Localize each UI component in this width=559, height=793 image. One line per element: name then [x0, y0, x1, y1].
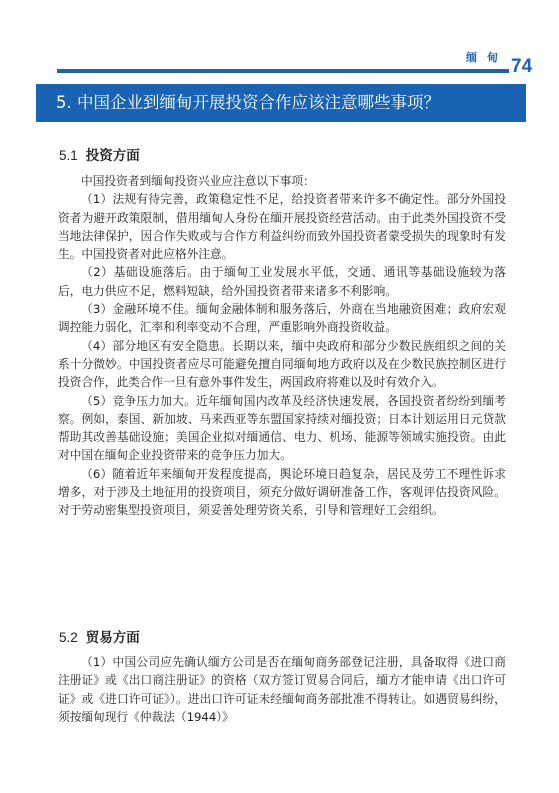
chapter-title: 5. 中国企业到缅甸开展投资合作应该注意哪些事项？: [56, 93, 440, 112]
paragraph: （2）基础设施落后。由于缅甸工业发展水平低，交通、通讯等基础设施较为落后，电力供应不足，燃料短缺，给外国投资者带来诸多不利影响。: [58, 265, 506, 298]
section-number: 5.1: [59, 148, 78, 163]
section-body-investment: [58, 172, 506, 520]
section-number: 5.2: [59, 630, 78, 645]
section-heading-investment: [59, 144, 140, 164]
paragraph: （3）金融环境不佳。缅甸金融体制和服务落后，外商在当地融资困难；政府宏观调控能力弱化，汇率和利率变动不合理，严重影响外商投资收益。: [58, 302, 506, 335]
paragraph: 中国投资者到缅甸投资兴业应注意以下事项：: [81, 174, 315, 188]
section-body-trade: [58, 653, 506, 726]
header-rule: [57, 69, 509, 73]
paragraph: （1）中国公司应先确认缅方公司是否在缅甸商务部登记注册，具备取得《进口商注册证》或《出口商注册证》的资格（双方签订贸易合同后，缅方才能申请《出口许可证》或《进口许可证》）。进出口许可证未经缅甸商务部批准不得转让。如遇贸易纠纷，须按缅甸现行《仲裁法（1944）》: [58, 655, 506, 724]
section-heading-trade: [59, 626, 140, 646]
paragraph: （5）竞争压力加大。近年缅甸国内改革及经济快速发展，各国投资者纷纷到缅考察。例如，泰国、新加坡、马来西亚等东盟国家持续对缅投资；日本计划运用日元贷款帮助其改善基础设施；美国企业拟对缅通信、电力、机场、能源等领域实施投资。由此对中国在缅甸企业投资带来的竞争压力加大。: [58, 393, 506, 463]
page-number: 74: [511, 56, 533, 77]
paragraph: （4）部分地区有安全隐患。长期以来，缅中央政府和部分少数民族组织之间的关系十分微妙。中国投资者应尽可能避免擅自同缅甸地方政府以及在少数民族控制区进行投资合作，此类合作一旦有意外事件发生，两国政府将难以及时有效介入。: [58, 338, 506, 390]
country-label: 缅甸: [466, 51, 508, 64]
section-title: 投资方面: [85, 148, 140, 164]
chapter-title-band: [36, 84, 526, 122]
paragraph: （6）随着近年来缅甸开发程度提高，舆论环境日趋复杂，居民及劳工不理性诉求增多，对于涉及土地征用的投资项目，须充分做好调研准备工作，客观评估投资风险。对于劳动密集型投资项目，须妥善处理劳资关系，引导和管理好工会组织。: [58, 466, 506, 518]
section-title: 贸易方面: [85, 630, 140, 646]
paragraph: （1）法规有待完善，政策稳定性不足，给投资者带来许多不确定性。部分外国投资者为避开政策限制，借用缅甸人身份在缅开展投资经营活动。由于此类外国投资不受当地法律保护，因合作失败或与合作方利益纠纷而致外国投资者蒙受损失的现象时有发生。中国投资者对此应格外注意。: [58, 192, 506, 262]
